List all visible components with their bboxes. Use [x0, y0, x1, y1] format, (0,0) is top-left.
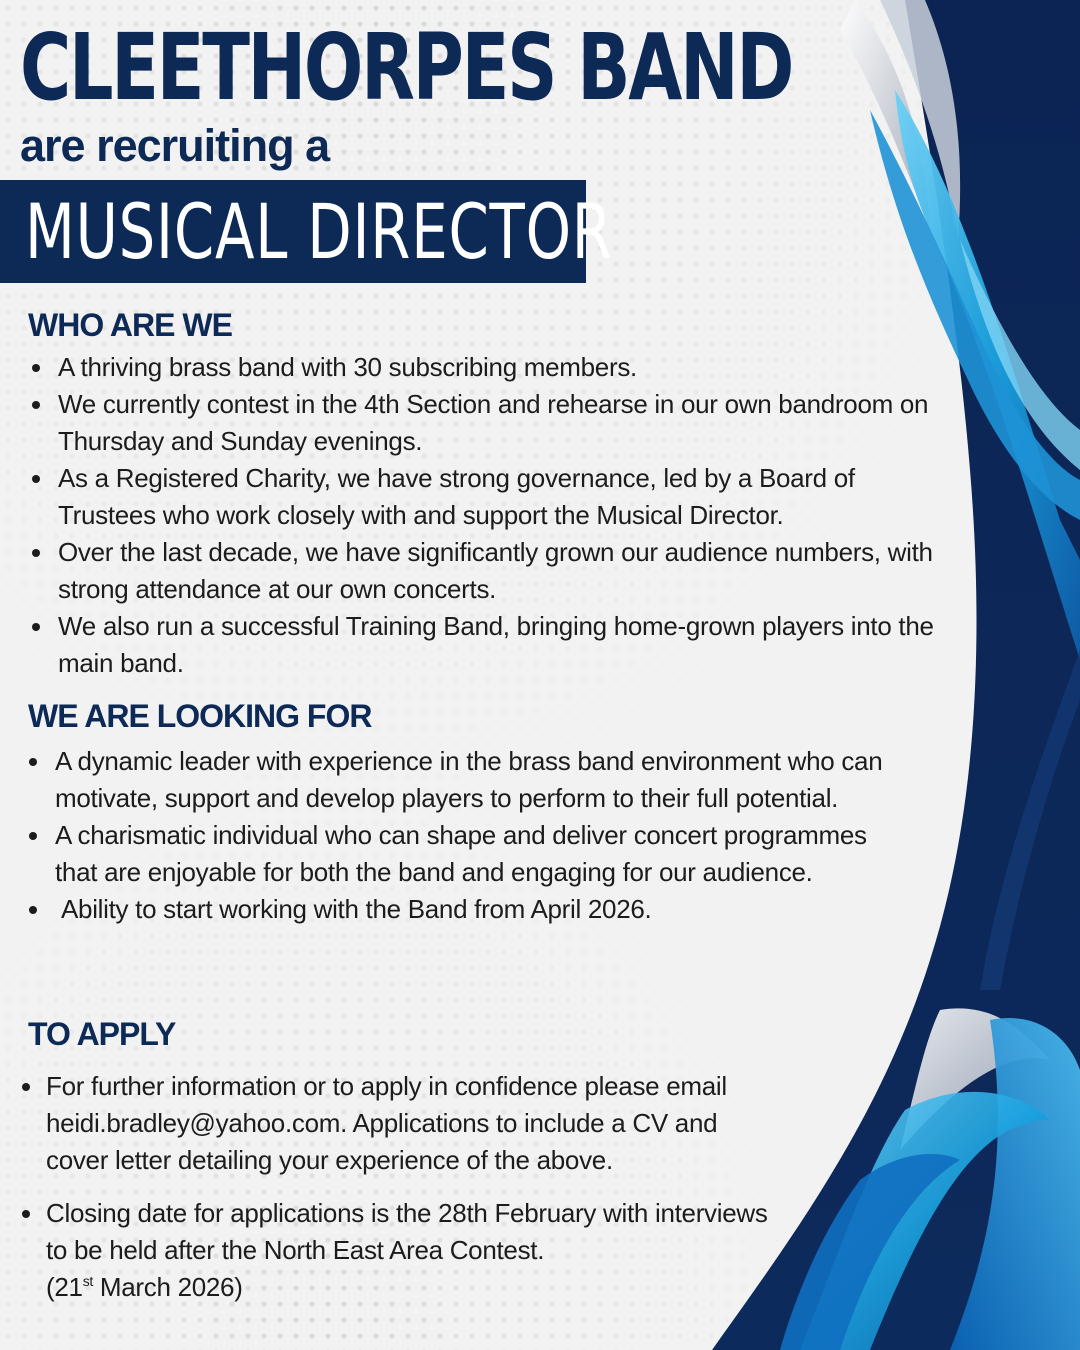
list-item: As a Registered Charity, we have strong governance, led by a Board of Trustees who work closely with and support the Musical Director.: [58, 460, 958, 534]
list-item: A charismatic individual who can shape and deliver concert programmes that are enjoyable for both the band and engaging for our audience.: [55, 817, 885, 891]
role-title: MUSICAL DIRECTOR: [25, 187, 613, 276]
list-item: Ability to start working with the Band from April 2026.: [55, 891, 885, 928]
list-item: Over the last decade, we have significantly grown our audience numbers, with strong attendance at our own concerts.: [58, 534, 958, 608]
list-item: We also run a successful Training Band, bringing home-grown players into the main band.: [58, 608, 958, 682]
contest-date-prefix: (21: [46, 1272, 83, 1302]
list-item-closing-date: [46, 1195, 786, 1306]
role-banner: [0, 180, 613, 283]
to-apply-heading: TO APPLY: [28, 1016, 176, 1052]
list-item: A thriving brass band with 30 subscribing members.: [58, 349, 958, 386]
recruiting-subtitle: are recruiting a: [20, 120, 330, 171]
list-item: We currently contest in the 4th Section and rehearse in our own bandroom on Thursday and Sunday evenings.: [58, 386, 958, 460]
contest-date-suffix: March 2026): [92, 1272, 243, 1302]
closing-date-text: Closing date for applications is the 28th February with interviews to be held after the North East Area Contest.: [46, 1198, 768, 1265]
looking-for-heading: WE ARE LOOKING FOR: [28, 698, 372, 734]
list-item: A dynamic leader with experience in the brass band environment who can motivate, support and develop players to perform to their full potential.: [55, 743, 885, 817]
date-ordinal-suffix: st: [82, 1273, 93, 1289]
looking-for-list: [55, 743, 885, 928]
who-are-we-list: [58, 349, 958, 682]
band-name-title: CLEETHORPES BAND: [20, 14, 793, 121]
list-item-contact: For further information or to apply in confidence please email heidi.bradley@yahoo.com. Applications to include a CV and cover letter detailing your experience of the above.: [46, 1068, 786, 1179]
to-apply-list: [46, 1068, 786, 1306]
who-are-we-heading: WHO ARE WE: [28, 307, 232, 343]
